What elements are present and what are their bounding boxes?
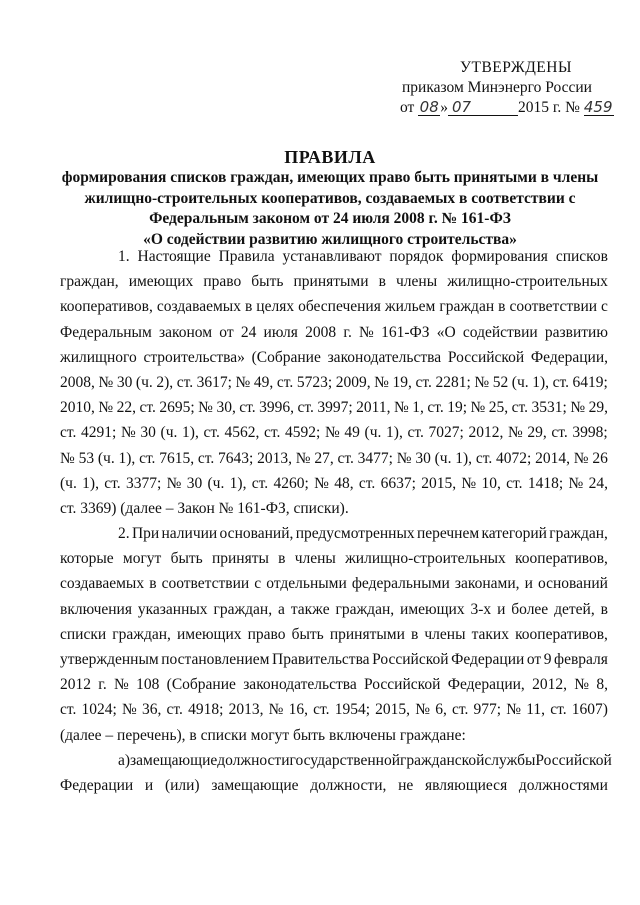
body-word: 2012, — [532, 676, 567, 694]
body-word: № — [396, 449, 412, 467]
body-word: ст. — [60, 424, 77, 442]
body-word: гражданской — [399, 751, 485, 769]
body-word: 4592; — [285, 424, 321, 442]
body-word: от — [526, 651, 542, 668]
body-word: 49, — [253, 373, 274, 391]
body-word: 2013, — [257, 449, 292, 467]
body-word: ст. — [176, 373, 194, 391]
body-word: порядок — [389, 248, 444, 265]
body-word: кооперативов, — [515, 550, 608, 568]
body-word: февраля — [554, 651, 608, 668]
body-word: являющиеся — [425, 776, 508, 794]
body-word: а) — [118, 751, 131, 769]
body-line: ст. 3369) (далее – Закон № 161-ФЗ, списки). — [60, 499, 349, 517]
body-line — [60, 294, 608, 319]
body-word: Российской — [447, 348, 525, 366]
body-word: ст. — [139, 399, 156, 417]
title-line: жилищно-строительных кооперативов, создаваемых в соответствии с — [84, 189, 576, 207]
body-word: № — [415, 701, 431, 719]
approval-heading: УТВЕРЖДЕНЫ — [460, 59, 572, 76]
body-word: 27, — [314, 449, 334, 467]
body-word: № — [393, 399, 409, 417]
body-word: № — [98, 399, 114, 417]
body-word: № — [198, 399, 213, 417]
body-word: 22, — [116, 399, 137, 417]
body-word: отдельными — [266, 575, 347, 593]
title-line: Федеральным законом от 24 июля 2008 г. № 161-ФЗ — [149, 210, 511, 227]
body-word: 6, — [435, 701, 447, 719]
body-word: 30 — [186, 474, 203, 492]
body-word: 7643; — [218, 449, 254, 467]
body-word: быть — [170, 550, 203, 568]
body-word: 30, — [216, 399, 236, 417]
body-word: федеральными — [351, 575, 450, 593]
body-word: (ч. — [135, 373, 153, 391]
body-word: граждан, — [549, 525, 608, 543]
body-word: 2009, — [335, 373, 371, 391]
body-word: 2281; — [435, 373, 471, 391]
body-word: № — [570, 399, 586, 417]
body-word: кооперативов, — [60, 298, 153, 316]
body-word: № — [574, 676, 590, 694]
body-word: ст. — [239, 399, 256, 417]
body-word: ст. — [551, 424, 568, 442]
body-word: граждан, — [112, 625, 171, 643]
body-word: Российской — [372, 651, 449, 668]
body-word: (ч. — [364, 424, 382, 442]
body-word: 4291; — [81, 424, 117, 442]
body-word: в — [410, 625, 419, 643]
body-word: 3377; — [125, 474, 162, 492]
body-word: в — [244, 298, 253, 316]
body-word: 108 — [136, 676, 160, 694]
body-word: № — [120, 424, 136, 442]
body-word: категорий — [481, 525, 547, 543]
body-word: ст. — [264, 424, 281, 442]
body-word: № — [573, 449, 589, 467]
body-word: ст. — [276, 373, 294, 391]
body-word: Федерации — [60, 776, 134, 794]
body-word: ст. — [337, 449, 354, 467]
body-word: оснований — [537, 575, 608, 593]
body-word: 2010, — [60, 399, 95, 417]
body-word: 4072; — [495, 449, 532, 467]
body-word: в — [278, 550, 286, 568]
body-line — [60, 546, 608, 571]
body-word: 3531; — [531, 399, 567, 417]
body-word: 3996, — [259, 399, 295, 417]
body-word: Федерации, — [530, 348, 608, 366]
approval-order: приказом Минэнерго России — [402, 79, 592, 96]
body-line — [60, 395, 608, 420]
body-word: 1), — [532, 373, 550, 391]
body-word: Правительства — [272, 651, 370, 668]
body-word: создаваемых — [60, 575, 145, 593]
body-line — [60, 773, 608, 798]
approval-prefix: от — [400, 99, 415, 116]
body-word: строительства» — [143, 348, 245, 366]
body-word: и — [524, 575, 533, 593]
title-line: формирования списков граждан, имеющих право быть принятыми в члены — [61, 169, 599, 186]
body-word: 30 — [140, 424, 156, 442]
body-word: 36, — [142, 701, 162, 719]
body-word: приняты — [211, 550, 269, 568]
body-word: 1), — [182, 424, 199, 442]
body-word: № — [122, 701, 137, 719]
body-word: № — [461, 474, 477, 492]
body-word: 2008, — [60, 373, 95, 391]
body-line — [60, 748, 612, 773]
body-word: 2. — [118, 525, 130, 543]
body-word: ст. — [297, 399, 314, 417]
body-word: в — [498, 298, 506, 316]
body-line — [60, 471, 608, 496]
body-word: жилищного — [60, 348, 137, 366]
body-word: ст. — [427, 399, 444, 417]
body-word: утвержденным — [60, 651, 159, 668]
body-word: 1), — [455, 449, 473, 467]
body-word: 2013, — [228, 701, 264, 719]
body-word: 49 — [344, 424, 360, 442]
body-word: 53 — [78, 449, 95, 467]
body-line — [60, 446, 608, 471]
title-heading: ПРАВИЛА — [284, 147, 376, 167]
body-word: 3998; — [572, 424, 608, 442]
body-word: 9 — [543, 651, 552, 668]
body-word: 30 — [116, 373, 133, 391]
body-word: 6637; — [380, 474, 416, 492]
approval-stamp — [400, 58, 613, 118]
body-line — [60, 244, 608, 269]
body-word: 29, — [527, 424, 547, 442]
body-word: имеющих — [400, 600, 465, 618]
body-word: могут — [122, 550, 162, 568]
body-word: содействии — [462, 323, 538, 341]
body-line — [60, 320, 608, 345]
body-word: 2695; — [159, 399, 195, 417]
body-word: № — [295, 449, 311, 467]
body-word: обеспечения — [298, 298, 381, 316]
body-word: 1), — [118, 449, 136, 467]
body-word: 16, — [288, 701, 308, 719]
body-word: Федерации — [451, 651, 525, 668]
body-word: которые — [60, 550, 114, 568]
handwritten-day: 08 — [419, 98, 439, 116]
body-word: законодательства — [327, 348, 442, 366]
body-word: «О — [436, 323, 456, 341]
body-word: перечнем — [416, 525, 480, 543]
body-word: ст. — [415, 373, 432, 391]
body-word: 8, — [596, 676, 608, 694]
body-word: законами, — [454, 575, 520, 593]
body-word: члены — [294, 550, 336, 568]
body-word: целях — [256, 298, 295, 316]
body-word: детей, — [554, 600, 595, 618]
body-line — [60, 571, 608, 596]
body-word: а — [278, 600, 285, 618]
body-word: таких — [471, 625, 509, 643]
body-word: 2011, — [356, 399, 391, 417]
body-word: ст. — [552, 373, 569, 391]
body-word: соответствии — [161, 575, 250, 593]
body-word: (Собрание — [251, 348, 321, 366]
body-word: от — [219, 323, 234, 341]
body-word: граждан — [439, 298, 495, 316]
body-word: № — [507, 424, 523, 442]
body-word: с — [601, 298, 608, 316]
body-line — [60, 672, 608, 697]
body-word: ст. — [139, 449, 156, 467]
body-word: 19; — [447, 399, 468, 417]
body-word: № — [470, 399, 486, 417]
body-line — [60, 345, 608, 370]
body-word: постановлением — [161, 651, 270, 668]
body-word: ст. — [407, 424, 424, 442]
body-word: развитию — [544, 323, 608, 341]
body-word: 1. — [118, 248, 130, 265]
body-word: 1024; — [81, 701, 117, 719]
body-word: № — [114, 676, 129, 694]
body-line — [60, 697, 608, 722]
body-word: ст. — [203, 424, 220, 442]
body-word: ст. — [104, 474, 121, 492]
body-word: в — [149, 575, 157, 593]
body-word: ст. — [251, 474, 269, 492]
body-word: № — [98, 373, 114, 391]
body-word: граждан, — [213, 600, 273, 618]
body-word: Правила — [218, 248, 275, 265]
body-word: имеющих — [176, 625, 242, 643]
body-line — [60, 622, 608, 647]
body-word: 3-х — [470, 600, 492, 618]
body-word: быть — [291, 625, 324, 643]
body-word: 24, — [588, 474, 608, 492]
body-word: члены — [396, 273, 438, 291]
body-word: быть — [251, 273, 284, 291]
body-word: (или) — [164, 776, 200, 794]
body-line — [60, 521, 608, 546]
body-word: списки — [60, 625, 107, 643]
body-word: замещающие — [130, 751, 218, 769]
approval-year: 2015 г. № — [517, 99, 580, 116]
body-word: 1), — [386, 424, 403, 442]
body-word: 10, — [481, 474, 501, 492]
body-word: № — [235, 373, 251, 391]
body-word: 25, — [488, 399, 509, 417]
body-word: 2015, — [421, 474, 457, 492]
body-word: жилищно-строительных — [447, 273, 608, 291]
body-word: г. — [343, 323, 352, 341]
body-word: № — [324, 424, 340, 442]
body-word: (ч. — [97, 449, 115, 467]
title-line: «О содействии развитию жилищного строительства» — [143, 230, 517, 248]
body-word: устанавливают — [282, 248, 382, 265]
body-word: и — [144, 776, 154, 794]
body-word: 3617; — [196, 373, 232, 391]
body-word: 2015, — [375, 701, 411, 719]
body-word: 3997; — [317, 399, 353, 417]
body-word: 4562, — [224, 424, 260, 442]
body-word: (ч. — [511, 373, 529, 391]
body-word: № — [60, 449, 75, 467]
body-word: списков — [555, 248, 608, 265]
body-word: 30 — [415, 449, 431, 467]
body-word: 2012 — [60, 676, 91, 694]
body-word: 26 — [592, 449, 608, 467]
body-word: ст. — [550, 701, 567, 719]
body-word: № — [359, 323, 374, 341]
body-word: в — [378, 273, 386, 291]
body-word: право — [247, 625, 286, 643]
body-word: кооперативов, — [515, 625, 608, 643]
body-word: ст. — [451, 701, 469, 719]
body-word: предусмотренных — [295, 525, 415, 543]
body-word: Российской — [535, 751, 612, 769]
body-word: в — [600, 600, 608, 618]
body-word: (ч. — [207, 474, 225, 492]
handwritten-month: 07 — [448, 99, 518, 116]
body-line — [60, 420, 608, 445]
body-word: 161-ФЗ — [381, 323, 430, 341]
body-word: Федеральным — [60, 323, 152, 341]
body-word: № — [166, 474, 182, 492]
body-word: 2008 — [305, 323, 337, 341]
body-word: При — [131, 525, 160, 543]
body-word: принятыми — [293, 273, 369, 291]
body-word: (ч. — [434, 449, 452, 467]
body-word: службы — [484, 751, 536, 769]
body-word: должности, — [310, 776, 387, 794]
body-word: 6419; — [572, 373, 608, 391]
body-word: 29, — [588, 399, 608, 417]
body-line: (далее – перечень), в списки могут быть включены граждане: — [60, 726, 466, 744]
body-word: 4260; — [273, 474, 309, 492]
body-word: № — [506, 701, 522, 719]
approval-quote: » — [440, 99, 448, 116]
body-word: также — [290, 600, 330, 618]
body-word: 2014, — [535, 449, 570, 467]
body-word: 1607) — [571, 701, 608, 719]
document-title — [60, 146, 600, 250]
body-word: должности — [217, 751, 290, 769]
body-word: оснований, — [219, 525, 294, 543]
body-word: законом — [159, 323, 213, 341]
document-body — [60, 244, 612, 798]
body-word: соответствии — [509, 298, 598, 316]
body-word: государственной — [289, 751, 400, 769]
handwritten-order-number: 459 — [583, 98, 613, 116]
body-word: 3477; — [357, 449, 393, 467]
body-line — [60, 370, 608, 395]
body-word: 5723; — [296, 373, 333, 391]
body-word: Федерации, — [447, 676, 525, 694]
body-word: № — [314, 474, 329, 492]
body-word: ст. — [511, 399, 529, 417]
body-word: 11, — [526, 701, 546, 719]
body-word: включения — [60, 600, 132, 618]
body-line — [60, 269, 608, 294]
body-word: право — [203, 273, 242, 291]
body-line — [60, 647, 608, 672]
body-word: жилищно-строительных — [345, 550, 506, 568]
body-word: (Собрание — [166, 676, 236, 694]
body-word: № — [474, 373, 490, 391]
body-word: 7615, — [159, 449, 195, 467]
body-word: создаваемых — [156, 298, 241, 316]
body-word: и — [497, 600, 506, 618]
body-word: формирования — [451, 248, 548, 265]
body-word: граждан, — [60, 273, 119, 291]
body-word: 2), — [156, 373, 174, 391]
body-word: 24 — [240, 323, 257, 341]
body-word: июля — [263, 323, 298, 341]
body-word: г. — [98, 676, 107, 694]
body-word: жильем — [384, 298, 436, 316]
body-word: должностями — [518, 776, 608, 794]
body-word: ст. — [358, 474, 376, 492]
body-word: 1), — [229, 474, 247, 492]
body-word: 48, — [334, 474, 354, 492]
approval-date-line — [400, 98, 613, 118]
body-word: 2012, — [468, 424, 504, 442]
body-word: № — [374, 373, 389, 391]
body-word: более — [511, 600, 549, 618]
body-word: имеющих — [128, 273, 194, 291]
body-word: Настоящие — [137, 248, 211, 265]
body-word: принятыми — [329, 625, 405, 643]
body-word: с — [254, 575, 262, 593]
body-word: 4918; — [188, 701, 224, 719]
body-word: 977; — [473, 701, 502, 719]
body-word: ст. — [166, 701, 183, 719]
body-word: граждан, — [335, 600, 395, 618]
body-word: № — [568, 474, 584, 492]
body-word: 1), — [82, 474, 99, 492]
body-word: 19, — [392, 373, 412, 391]
body-word: замещающие — [211, 776, 299, 794]
body-word: 1, — [412, 399, 424, 417]
body-word: (ч. — [60, 474, 77, 492]
body-word: не — [398, 776, 414, 794]
body-word: 7027; — [428, 424, 464, 442]
body-word: № — [268, 701, 284, 719]
body-word: законодательства — [243, 676, 357, 694]
body-line — [60, 597, 608, 622]
body-word: ст. — [60, 701, 77, 719]
body-word: члены — [424, 625, 466, 643]
body-word: 52 — [492, 373, 509, 391]
body-word: ст. — [197, 449, 215, 467]
body-word: указанных — [137, 600, 208, 618]
body-word: ст. — [506, 474, 523, 492]
body-word: (ч. — [160, 424, 178, 442]
body-word: наличии — [161, 525, 218, 543]
body-word: Российской — [364, 676, 441, 694]
body-word: ст. — [313, 701, 330, 719]
body-word: 1418; — [527, 474, 564, 492]
body-word: ст. — [475, 449, 493, 467]
body-word: 1954; — [334, 701, 370, 719]
